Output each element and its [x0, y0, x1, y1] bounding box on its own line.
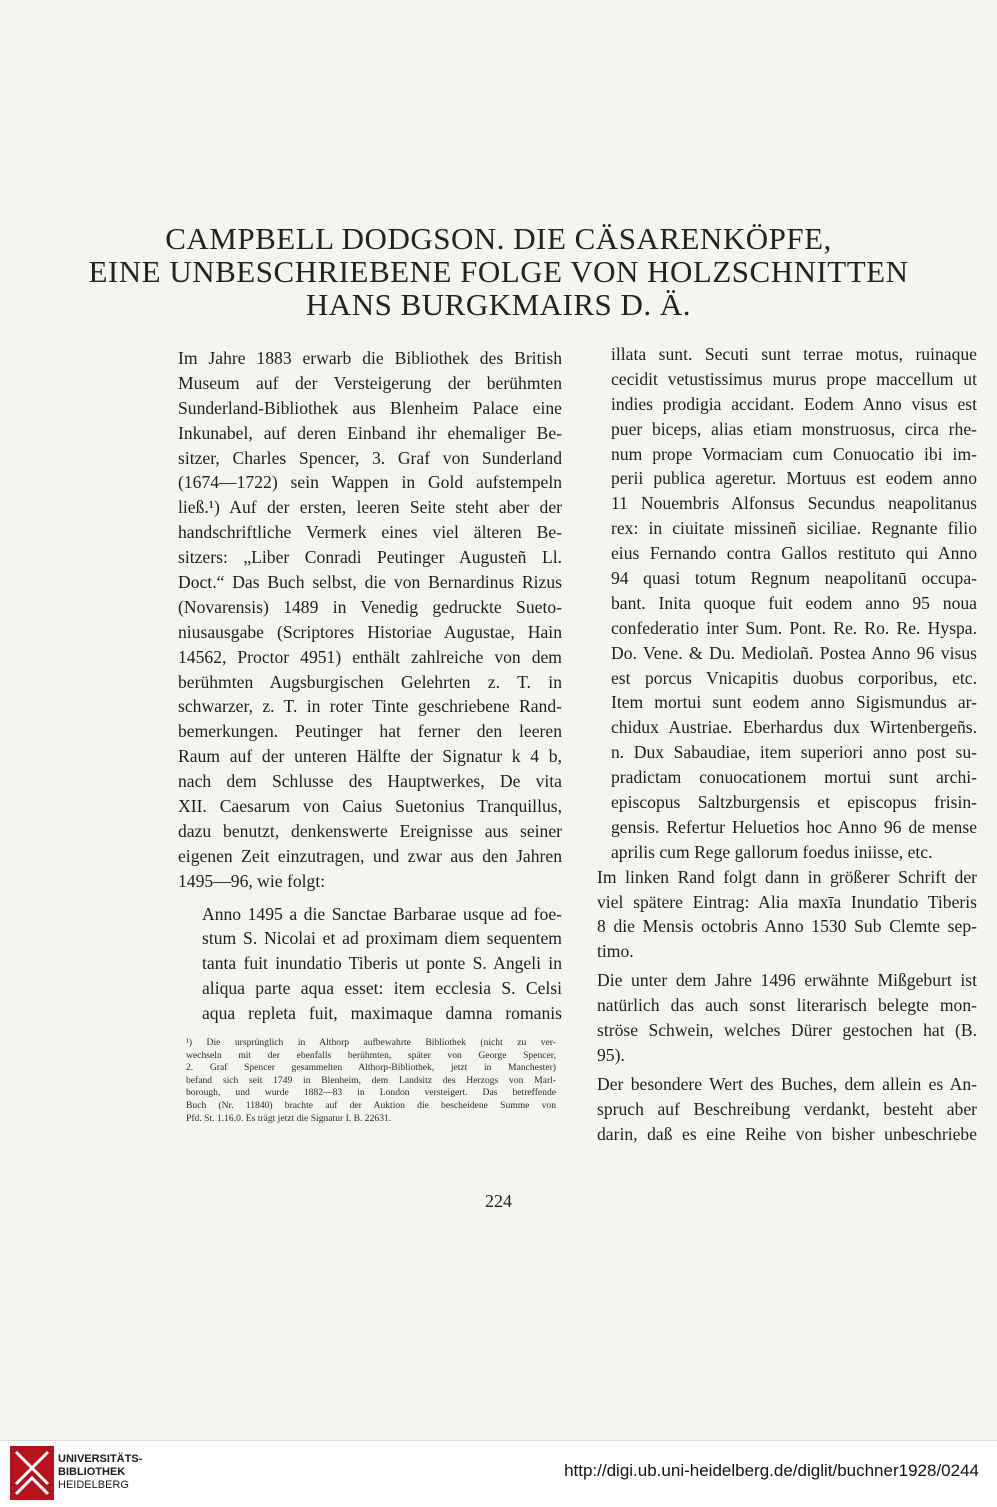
- text-line: XII. Caesarum von Caius Suetonius Tranquillus,: [178, 796, 562, 817]
- text-line: Pfd. St. 1.16.0. Es trägt jetzt die Signatur I. B. 22631.: [186, 1112, 392, 1124]
- text-line: Doct.“ Das Buch selbst, die von Bernardinus Rizus: [178, 572, 562, 593]
- text-line: (Novarensis) 1489 in Venedig gedruckte Sueto-: [178, 596, 562, 617]
- text-line: darin, daß es eine Reihe von bisher unbeschriebe: [597, 1123, 977, 1144]
- source-url-link[interactable]: http://digi.ub.uni-heidelberg.de/diglit/buchner1928/0244: [564, 1461, 979, 1480]
- text-line: confederatio inter Sum. Pont. Re. Ro. Re. Hyspa.: [611, 617, 977, 638]
- text-line: aliqua parte aqua esset: item ecclesia S. Celsi: [202, 978, 562, 999]
- text-line: sitzers: „Liber Conradi Peutinger Augusteñ Ll.: [178, 547, 562, 568]
- left-column: [178, 346, 562, 1026]
- text-line: gensis. Refertur Heluetios hoc Anno 96 de mense: [611, 816, 977, 837]
- text-line: num prope Vormaciam cum Conuocatio ibi im-: [611, 443, 977, 464]
- text-line: aqua repleta fuit, maximaque damna romanis: [202, 1003, 562, 1024]
- text-line: berühmten Augsburgischen Gelehrten z. T. in: [178, 671, 562, 692]
- text-line: 95).: [597, 1044, 625, 1065]
- text-line: indies prodigia accidant. Eodem Anno visus est: [611, 393, 977, 414]
- text-line: puer biceps, alias etiam monstruosus, circa rhe-: [611, 418, 977, 439]
- text-line: episcopus Saltzburgensis et episcopus frisin-: [611, 792, 977, 813]
- text-line: tanta fuit inundatio Tiberis ut ponte S. Angeli in: [202, 953, 562, 974]
- text-line: Der besondere Wert des Buches, dem allein es An-: [597, 1073, 977, 1094]
- text-line: 94 quasi totum Regnum neapolitanū occupa-: [611, 568, 977, 589]
- text-line: aprilis cum Rege gallorum foedus iniisse, etc.: [611, 841, 933, 862]
- text-line: niusausgabe (Scriptores Historiae Augustae, Hain: [178, 621, 562, 642]
- text-line: (1674—1722) sein Wappen in Gold aufstempeln: [178, 472, 562, 493]
- text-line: perii publica ageretur. Mortuus est eodem anno: [611, 468, 977, 489]
- text-line: 11 Nouembris Alfonsus Secundus neapolitanus: [611, 493, 977, 514]
- text-line: natürlich das auch sonst literarisch belegte mon-: [597, 995, 977, 1016]
- text-line: chidux Austriae. Eberhardus dux Wirtenbergeñs.: [611, 717, 977, 738]
- text-line: eius Fernando contra Gallos restituto qui Anno: [611, 543, 977, 564]
- text-line: nach dem Schlusse des Hauptwerkes, De vita: [178, 771, 562, 792]
- text-line: Die unter dem Jahre 1496 erwähnte Mißgeburt ist: [597, 970, 977, 991]
- text-line: eigenen Zeit einzutragen, und zwar aus den Jahren: [178, 845, 562, 866]
- text-line: Inkunabel, auf deren Einband ihr ehemaliger Be-: [178, 422, 562, 443]
- text-line: schwarzer, z. T. in roter Tinte geschriebene Rand-: [178, 696, 562, 717]
- text-line: spruch auf Beschreibung verdankt, besteht aber: [597, 1098, 977, 1119]
- title-line-1: CAMPBELL DODGSON. DIE CÄSARENKÖPFE,: [165, 221, 832, 256]
- text-line: ströse Schwein, welches Dürer gestochen hat (B.: [597, 1020, 977, 1041]
- text-line: Buch (Nr. 11840) brachte auf der Auktion die bescheidene Summe von: [186, 1099, 556, 1111]
- text-line: Im Jahre 1883 erwarb die Bibliothek des British: [178, 348, 562, 368]
- text-line: illata sunt. Secuti sunt terrae motus, ruinaque: [611, 344, 977, 364]
- text-line: Anno 1495 a die Sanctae Barbarae usque ad foe-: [202, 903, 562, 924]
- text-line: 14562, Proctor 4951) enthält zahlreiche von dem: [178, 646, 562, 667]
- text-line: stum S. Nicolai et ad proximam diem sequentem: [202, 928, 562, 949]
- footnote: [186, 1037, 556, 1125]
- text-line: wechseln mit der ebenfalls berühmten, später von George Spencer,: [186, 1049, 556, 1061]
- library-name-line-2: BIBLIOTHEK: [58, 1466, 126, 1478]
- title-line-3: HANS BURGKMAIRS D. Ä.: [305, 287, 692, 322]
- text-line: Do. Vene. & Du. Mediolañ. Postea Anno 96 visus: [611, 642, 977, 663]
- text-line: dazu benutzt, denkenswerte Ereignisse aus seiner: [178, 820, 562, 841]
- page-number: 224: [485, 1191, 512, 1211]
- text-line: viel spätere Eintrag: Alia maxīa Inundatio Tiberis: [597, 891, 977, 912]
- text-line: Raum auf der unteren Hälfte der Signatur k 4 b,: [178, 746, 562, 767]
- text-line: 2. Graf Spencer gesammelten Althorp-Bibliothek, jetzt in Manchester): [186, 1062, 556, 1074]
- text-line: n. Dux Sabaudiae, item superiori anno post su-: [611, 742, 977, 763]
- text-line: 8 die Mensis octobris Anno 1530 Sub Clemte sep-: [597, 916, 977, 937]
- library-seal-icon: [10, 1446, 54, 1500]
- text-line: pradictam conuocationem mortui sunt archi-: [611, 767, 977, 788]
- text-line: Museum auf der Versteigerung der berühmten: [178, 372, 562, 393]
- article-title: [0, 222, 997, 321]
- library-name: [58, 1453, 142, 1492]
- text-line: ließ.¹) Auf der ersten, leeren Seite steht aber der: [178, 497, 562, 518]
- text-line: ¹) Die ursprünglich in Althorp aufbewahrte Bibliothek (nicht zu ver-: [186, 1037, 556, 1048]
- text-line: Im linken Rand folgt dann in größerer Schrift der: [597, 866, 977, 887]
- library-name-line-1: UNIVERSITÄTS-: [58, 1453, 143, 1465]
- text-line: befand sich seit 1749 in Blenheim, dem Landsitz des Herzogs von Marl-: [186, 1074, 556, 1086]
- text-line: sitzer, Charles Spencer, 3. Graf von Sunderland: [178, 447, 562, 468]
- text-line: bemerkungen. Peutinger hat ferner den leeren: [178, 721, 562, 742]
- text-line: 1495—96, wie folgt:: [178, 870, 326, 891]
- text-line: est porcus Vnicapitis duobus corporibus, etc.: [611, 667, 977, 688]
- text-line: rex: in ciuitate missineñ siciliae. Regnante filio: [611, 518, 977, 539]
- text-line: Item mortui sunt eodem anno Sigismundus ar-: [611, 692, 977, 713]
- text-line: cecidit vetustissimus murus prope maccellum ut: [611, 368, 977, 389]
- text-line: timo.: [597, 941, 634, 962]
- text-line: Sunderland-Bibliothek aus Blenheim Palace eine: [178, 397, 562, 418]
- text-line: handschriftliche Vermerk eines viel älteren Be-: [178, 522, 562, 543]
- text-line: borough, und wurde 1882—83 in London versteigert. Das betreffende: [186, 1087, 556, 1099]
- title-line-2: EINE UNBESCHRIEBENE FOLGE VON HOLZSCHNITTEN: [88, 254, 909, 289]
- library-name-line-3: HEIDELBERG: [58, 1479, 129, 1491]
- right-column: [597, 342, 977, 1147]
- text-line: bant. Inita quoque fuit eodem anno 95 noua: [611, 592, 977, 613]
